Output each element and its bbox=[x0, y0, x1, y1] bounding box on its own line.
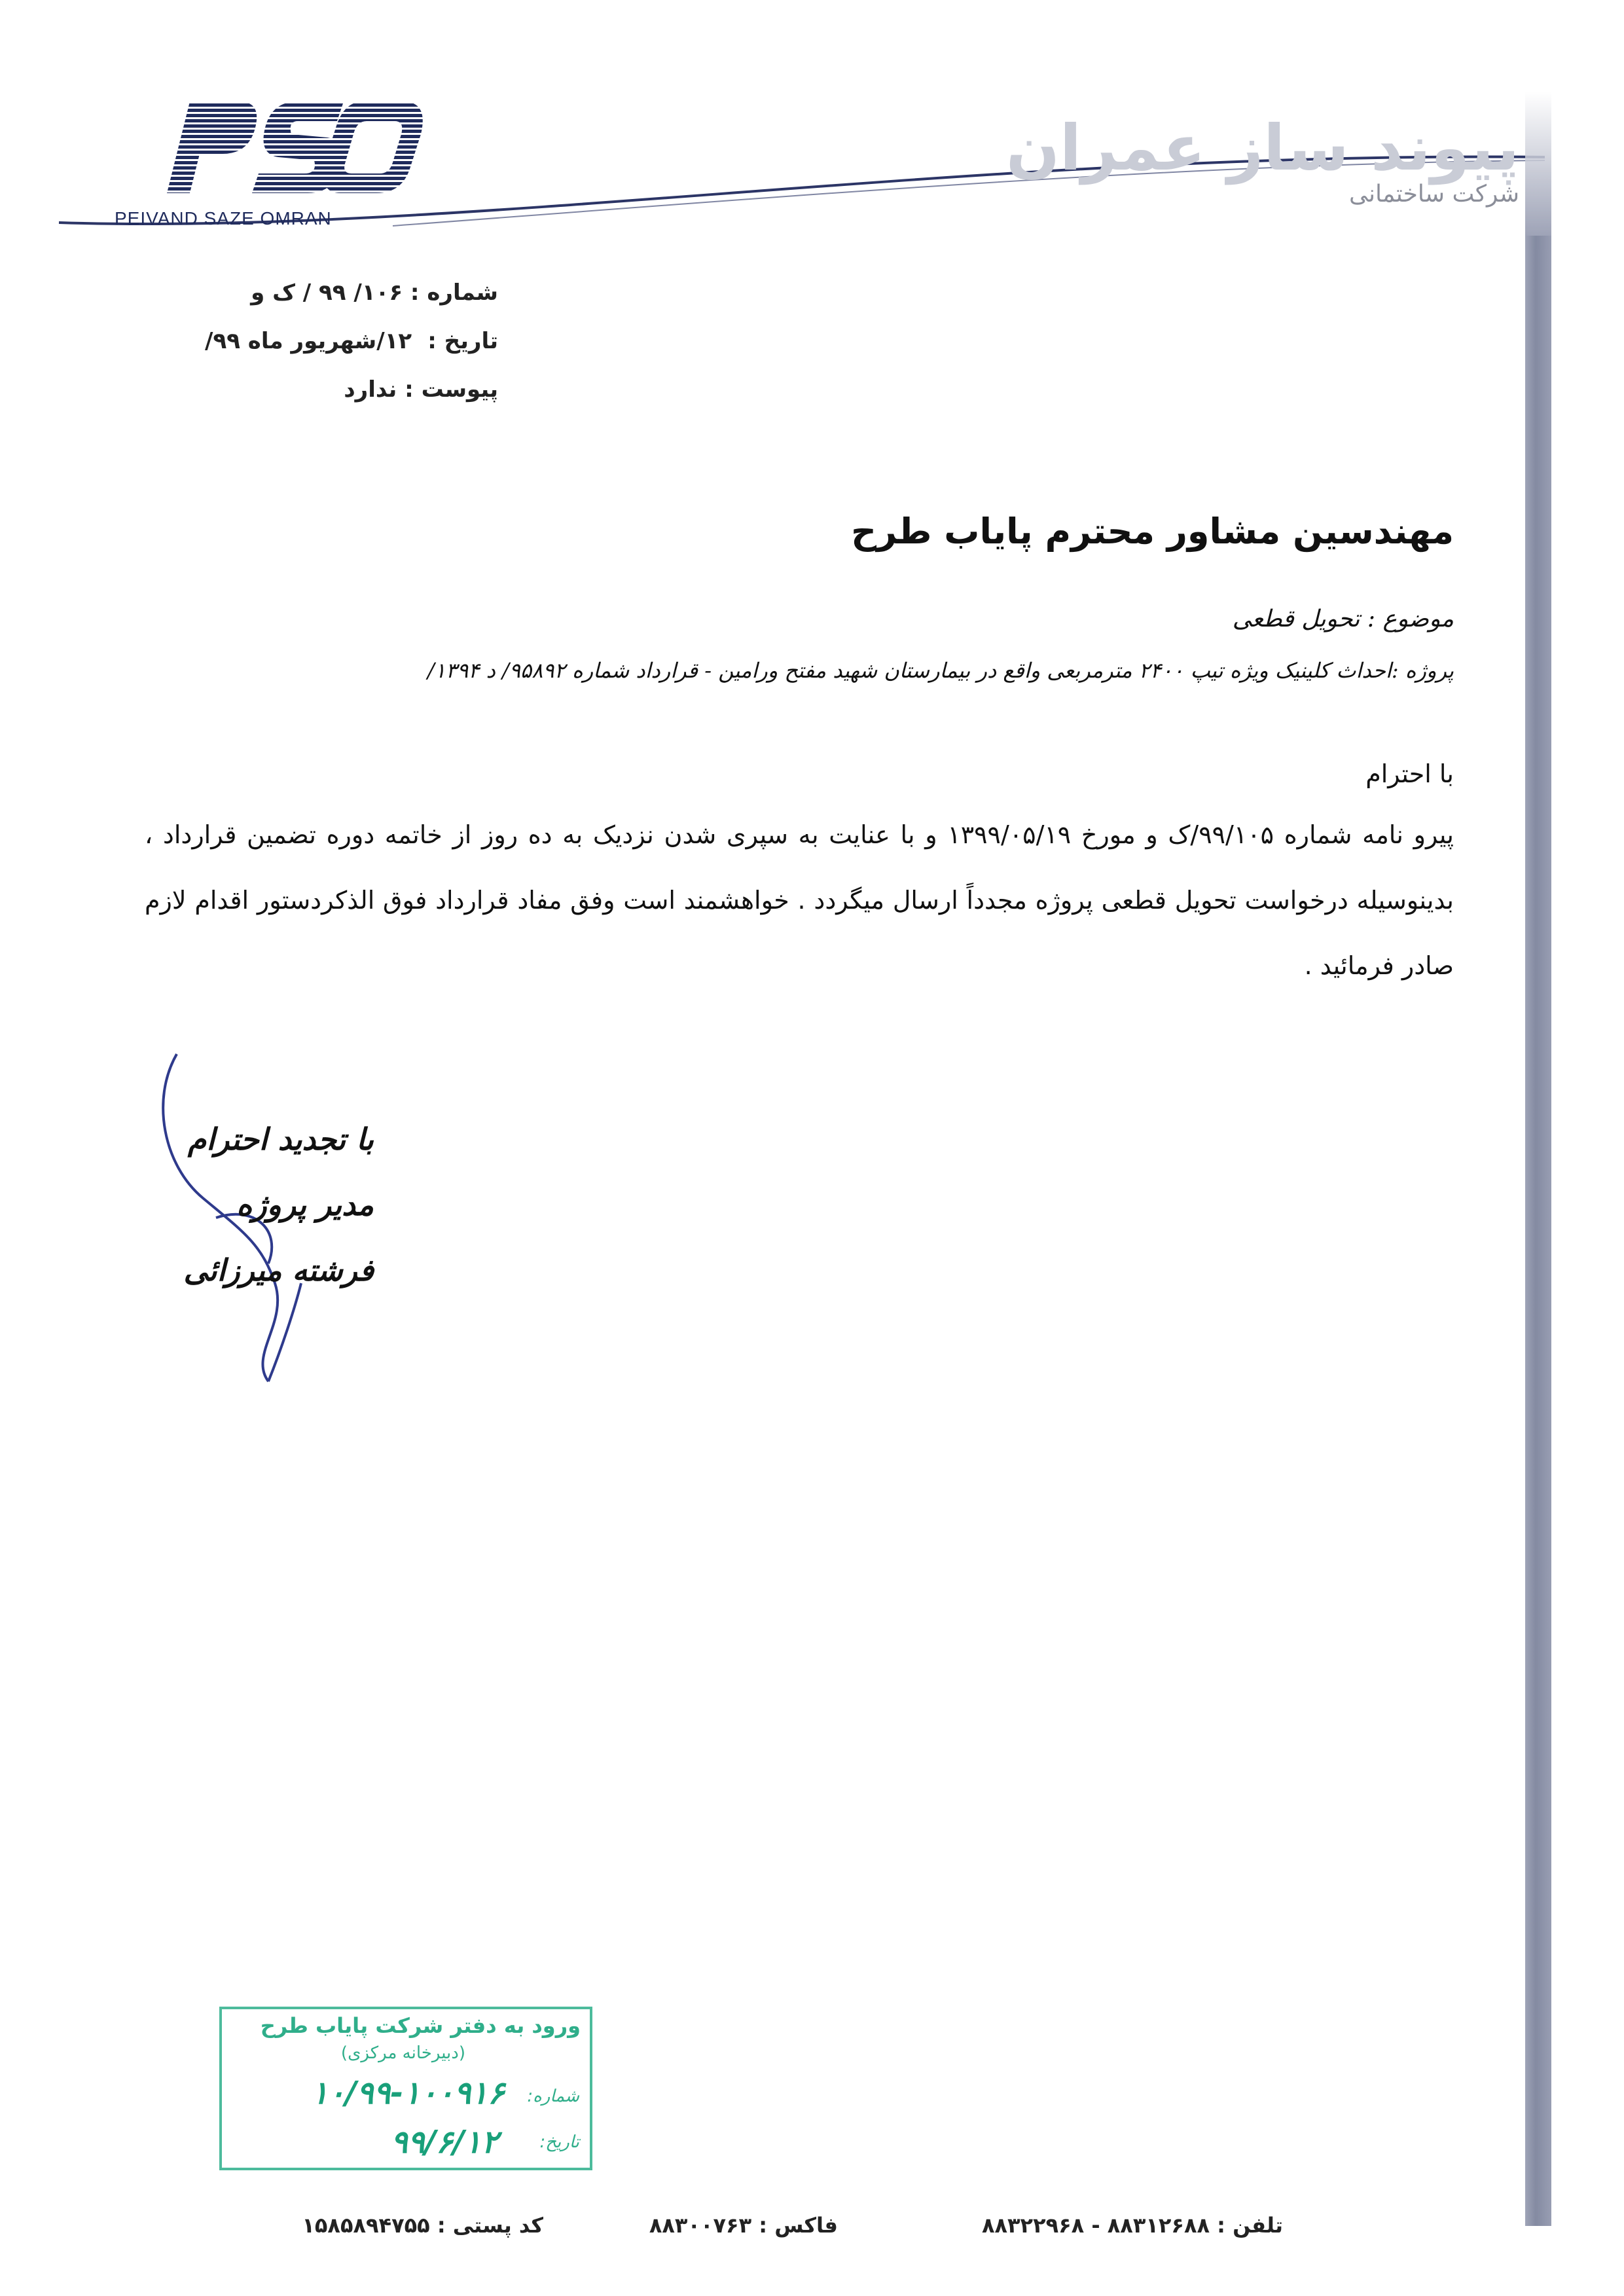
letter-body-paragraph: پیرو نامه شماره ۹۹/۱۰۵/ک و مورخ ۱۳۹۹/۰۵/۱۹ و با عنایت به سپری شدن نزدیک به ده روز از خاتمه دوره تضمین قرارداد ، بدینوسیله درخواست تحویل قطعی پروژه مجدداً ارسال میگردد . خواهشمند است وفق مفاد قرارداد فوق الذکردستور اقدام لازم صادر فرمائید . bbox=[145, 820, 1454, 980]
reference-attachment-value: ندارد bbox=[344, 376, 397, 403]
letterhead-side-bar bbox=[1525, 236, 1551, 2226]
reference-date-value: ۱۲/شهریور ماه ۹۹/ bbox=[205, 328, 412, 354]
reference-number-row bbox=[205, 268, 498, 317]
company-logo bbox=[52, 98, 393, 229]
brand-subtitle: شرکت ساختمانی bbox=[1348, 181, 1519, 208]
pso-monogram-icon bbox=[141, 98, 429, 196]
footer-fax: فاکس : ۸۸۳۰۰۷۶۳ bbox=[649, 2213, 838, 2238]
subject-line: موضوع : تحویل قطعی bbox=[1232, 606, 1454, 632]
stamp-title: ورود به دفتر شرکت پایاب طرح bbox=[260, 2013, 581, 2038]
greeting: با احترام bbox=[1365, 759, 1454, 788]
reference-attachment-row bbox=[205, 365, 498, 414]
reference-number-label: شماره : bbox=[410, 280, 498, 306]
footer-contact bbox=[302, 2213, 1283, 2252]
stamp-date-label: تاریخ: bbox=[539, 2132, 579, 2152]
signature-closing: با تجدید احترام bbox=[187, 1121, 374, 1157]
reference-date-label: تاریخ : bbox=[427, 328, 498, 354]
stamp-number-value: ۱۰/۹۹-۱۰۰۹۱۶ bbox=[311, 2075, 505, 2111]
stamp-date-value: ۹۹/۶/۱۲ bbox=[391, 2124, 498, 2160]
reference-attachment-label: پیوست : bbox=[405, 376, 498, 403]
recipient-heading: مهندسین مشاور محترم پایاب طرح bbox=[851, 511, 1454, 552]
stamp-subtitle: (دبیرخانه مرکزی) bbox=[340, 2043, 465, 2063]
stamp-number-label: شماره: bbox=[527, 2086, 579, 2106]
brand-name-block bbox=[1006, 111, 1519, 208]
brand-name: پیوند ساز عمران bbox=[1006, 111, 1519, 185]
signature-title: مدیر پروژه bbox=[236, 1187, 374, 1222]
logo-tagline: PEIVAND SAZE OMRAN bbox=[115, 208, 332, 228]
project-line: پروژه :احداث کلینیک ویژه تیپ ۲۴۰۰ مترمربعی واقع در بیمارستان شهید مفتح ورامین - قرارداد شماره ۹۵۸۹۲/ د ۱۳۹۴/ bbox=[427, 658, 1454, 683]
received-stamp bbox=[219, 2007, 592, 2170]
footer-postal-code: کد پستی : ۱۵۸۵۸۹۴۷۵۵ bbox=[302, 2213, 543, 2238]
signature-block bbox=[183, 1106, 374, 1303]
reference-date-row bbox=[205, 317, 498, 365]
footer-phone: تلفن : ۸۸۳۱۲۶۸۸ - ۸۸۳۲۲۹۶۸ bbox=[981, 2213, 1283, 2238]
reference-number-value: ۱۰۶/ ۹۹ / ک و bbox=[251, 280, 403, 306]
reference-block bbox=[205, 268, 498, 414]
signature-name: فرشته میرزائی bbox=[183, 1252, 374, 1288]
